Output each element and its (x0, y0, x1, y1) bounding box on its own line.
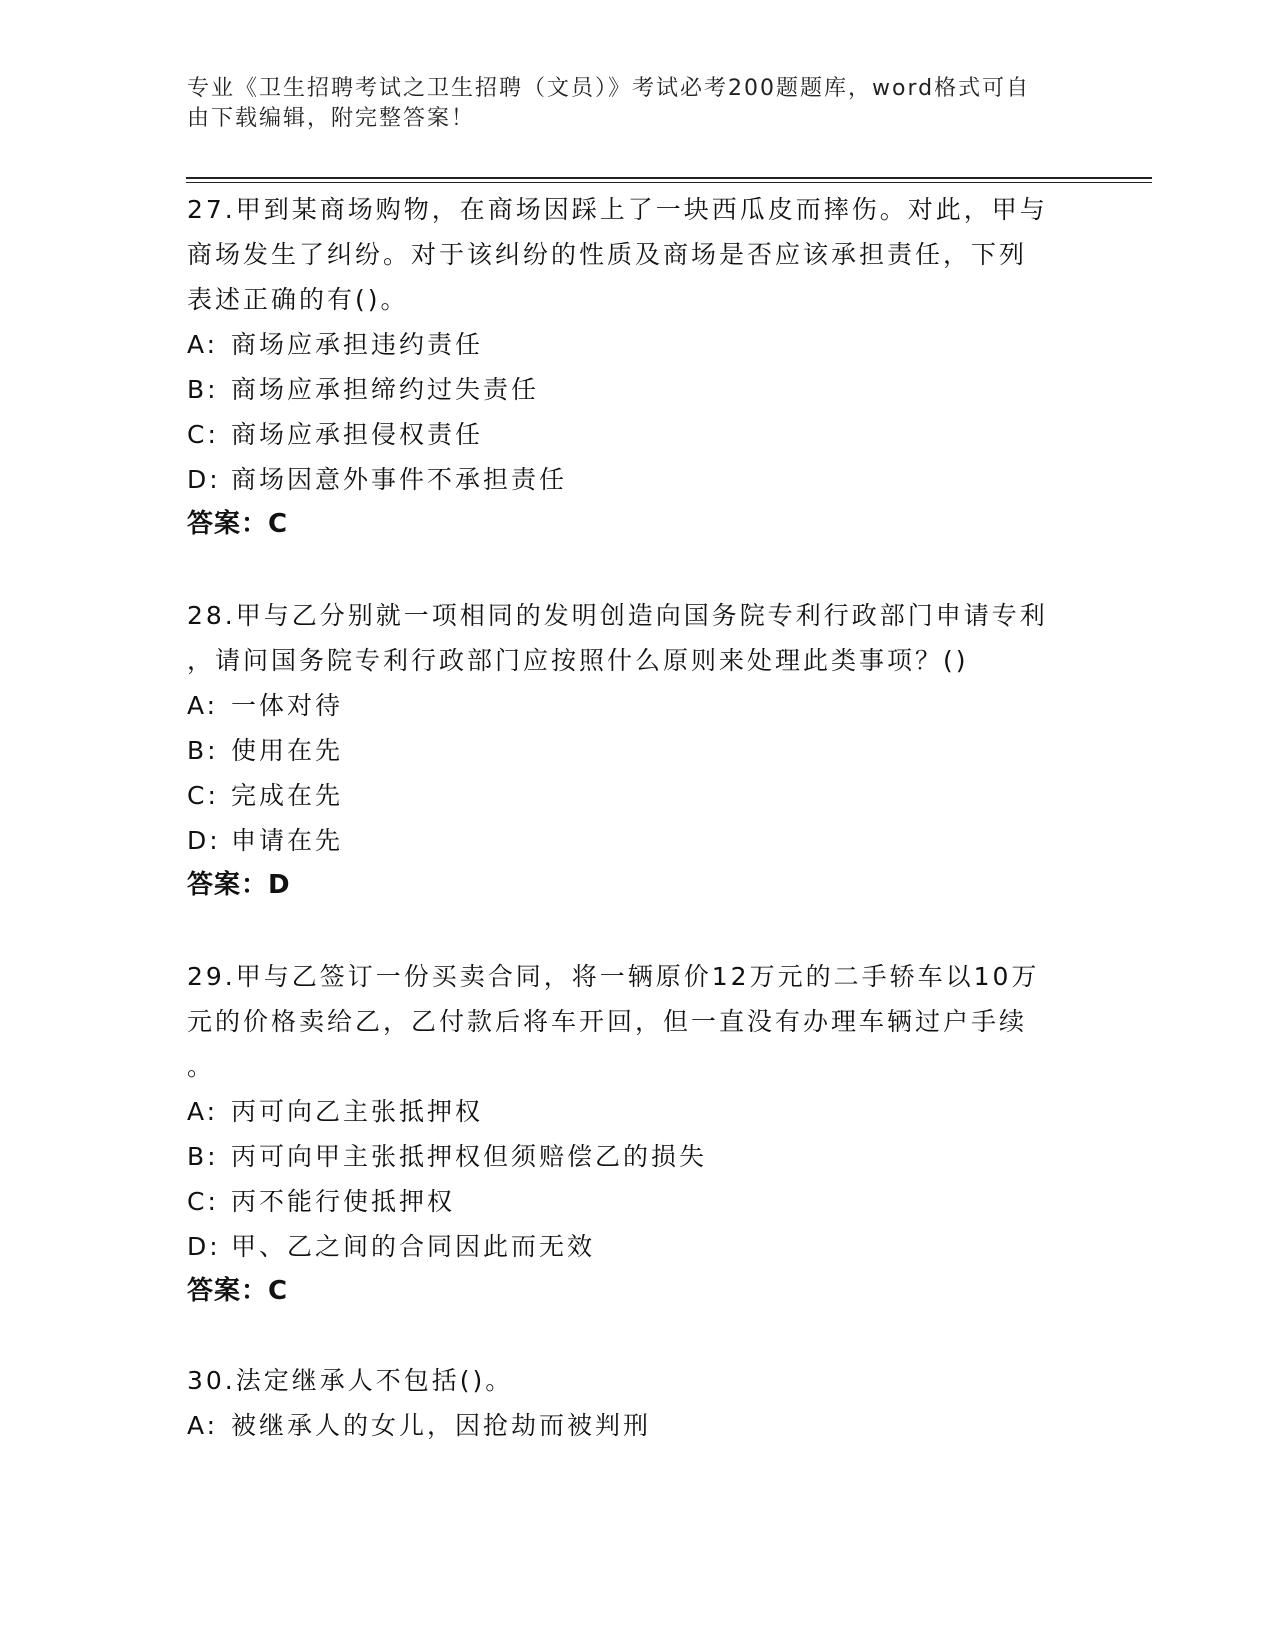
option-text: 丙可向甲主张抵押权但须赔偿乙的损失 (231, 1142, 708, 1171)
option-a (187, 683, 1087, 728)
question-28 (187, 593, 1087, 908)
option-key: D: (187, 465, 221, 494)
answer-line: 答案：D (187, 870, 291, 900)
answer-line: 答案：C (187, 509, 289, 539)
option-text: 商场应承担缔约过失责任 (231, 375, 540, 404)
option-b (187, 728, 1087, 773)
option-c (187, 773, 1087, 818)
question-stem (187, 187, 1087, 322)
option-d (187, 457, 1087, 502)
option-c (187, 412, 1087, 457)
option-d (187, 1224, 1087, 1269)
header-divider-thin (186, 182, 1152, 183)
stem-line: 27.甲到某商场购物，在商场因踩上了一块西瓜皮而摔伤。对此，甲与 (187, 195, 1048, 224)
header-line-2: 由下载编辑，附完整答案！ (187, 106, 476, 131)
stem-line: 29.甲与乙签订一份买卖合同，将一辆原价12万元的二手轿车以10万 (187, 962, 1040, 991)
option-d (187, 818, 1087, 863)
option-key: B: (187, 375, 219, 404)
option-text: 使用在先 (231, 736, 344, 765)
option-key: C: (187, 1187, 219, 1216)
option-key: A: (187, 691, 219, 720)
option-text: 丙可向乙主张抵押权 (231, 1097, 484, 1126)
option-text: 商场应承担违约责任 (231, 330, 484, 359)
question-29 (187, 954, 1087, 1314)
option-text: 丙不能行使抵押权 (231, 1187, 456, 1216)
stem-line: 商场发生了纠纷。对于该纠纷的性质及商场是否应该承担责任，下列 (187, 240, 1028, 269)
option-key: B: (187, 1142, 219, 1171)
option-key: A: (187, 330, 219, 359)
stem-line: 30.法定继承人不包括()。 (187, 1366, 514, 1395)
option-c (187, 1179, 1087, 1224)
question-stem (187, 1358, 1087, 1403)
stem-line: 。 (187, 1052, 216, 1081)
option-text: 一体对待 (231, 691, 344, 720)
option-text: 被继承人的女儿，因抢劫而被判刑 (231, 1411, 652, 1440)
option-text: 甲、乙之间的合同因此而无效 (231, 1232, 596, 1261)
header-divider-thick (186, 177, 1152, 179)
option-text: 申请在先 (231, 826, 344, 855)
option-key: B: (187, 736, 219, 765)
option-text: 商场应承担侵权责任 (231, 420, 484, 449)
stem-line: ，请问国务院专利行政部门应按照什么原则来处理此类事项？() (187, 646, 969, 675)
option-a (187, 1403, 1087, 1448)
document-header (187, 74, 1067, 134)
option-key: C: (187, 781, 219, 810)
option-b (187, 367, 1087, 412)
header-line-1: 专业《卫生招聘考试之卫生招聘（文员）》考试必考200题题库，word格式可自 (187, 76, 1031, 101)
question-27 (187, 187, 1087, 547)
stem-line: 元的价格卖给乙，乙付款后将车开回，但一直没有办理车辆过户手续 (187, 1007, 1028, 1036)
option-a (187, 1089, 1087, 1134)
question-30 (187, 1358, 1087, 1448)
stem-line: 28.甲与乙分别就一项相同的发明创造向国务院专利行政部门申请专利 (187, 601, 1048, 630)
option-key: A: (187, 1097, 219, 1126)
option-key: C: (187, 420, 219, 449)
question-stem (187, 954, 1087, 1089)
option-b (187, 1134, 1087, 1179)
option-key: D: (187, 1232, 221, 1261)
stem-line: 表述正确的有()。 (187, 285, 409, 314)
option-text: 商场因意外事件不承担责任 (231, 465, 568, 494)
option-text: 完成在先 (231, 781, 344, 810)
option-key: A: (187, 1411, 219, 1440)
answer-line: 答案：C (187, 1276, 289, 1306)
option-key: D: (187, 826, 221, 855)
question-stem (187, 593, 1087, 683)
option-a (187, 322, 1087, 367)
